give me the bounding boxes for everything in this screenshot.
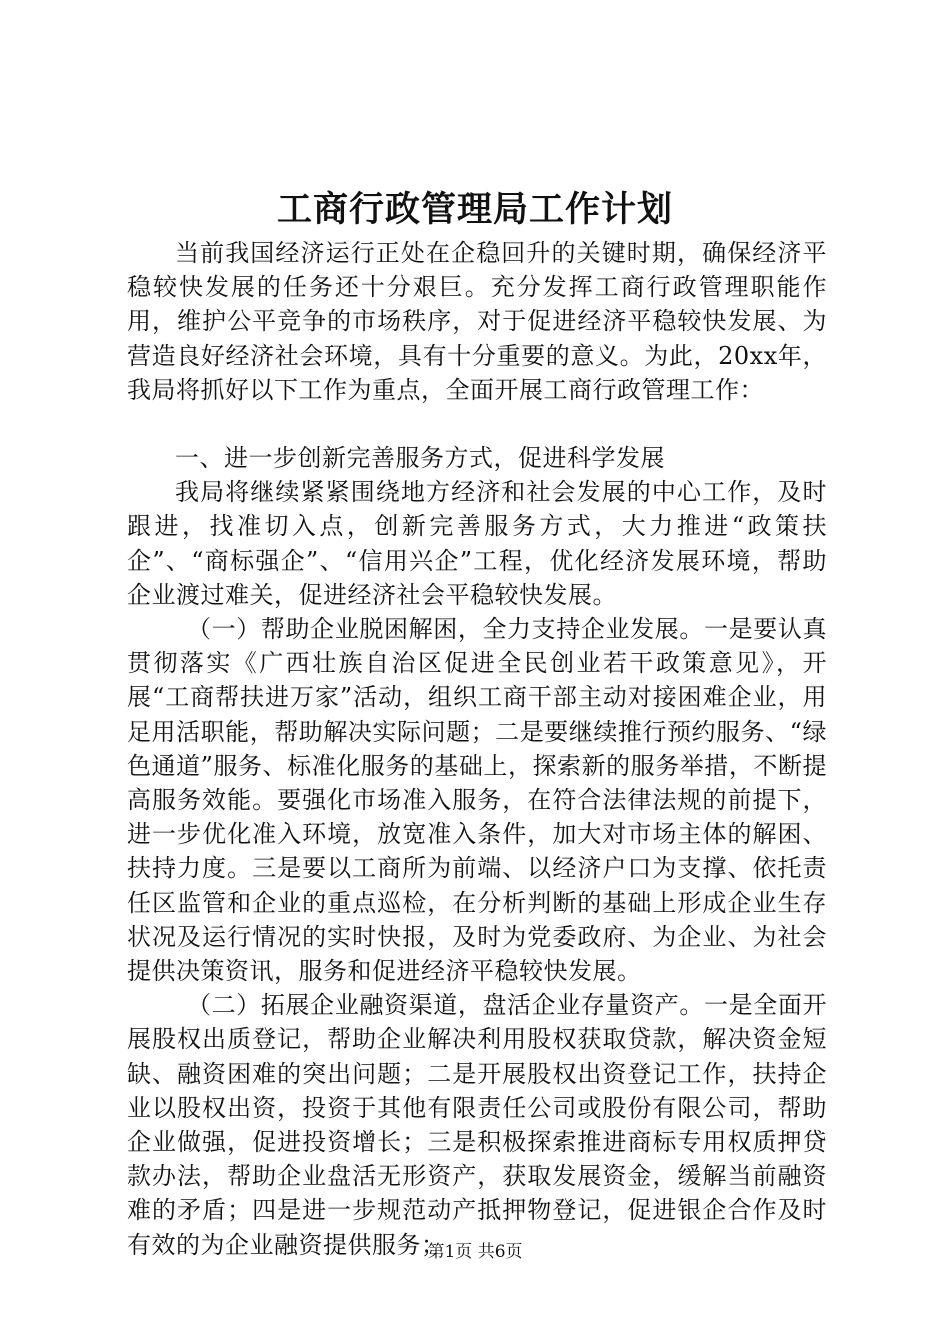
subsection-paragraph-2: （二）拓展企业融资渠道，盘活企业存量资产。一是全面开展股权出质登记，帮助企业解决利用股权获取贷款，解决资金短缺、融资困难的突出问题；二是开展股权出资登记工作，扶持企业以股权出资，投资于其他有限责任公司或股份有限公司，帮助企业做强，促进投资增长；三是积极探索推进商标专用权质押贷款办法，帮助企业盘活无形资产，获取发展资金，缓解当前融资难的矛盾；四是进一步规范动产抵押物登记，促进银企合作及时有效的为企业融资提供服务；	[127, 991, 827, 1259]
page-footer: 第1页 共6页	[427, 1242, 523, 1262]
intro-paragraph: 当前我国经济运行正处在企稳回升的关键时期，确保经济平稳较快发展的任务还十分艰巨。充分发挥工商行政管理职能作用，维护公平竞争的市场秩序，对于促进经济平稳较快发展、为营造良好经济社会环境，具有十分重要的意义。为此，20xx年，我局将抓好以下工作为重点，全面开展工商行政管理工作：	[127, 239, 827, 404]
section-paragraph: 我局将继续紧紧围绕地方经济和社会发展的中心工作，及时跟进，找准切入点，创新完善服务方式，大力推进“政策扶企”、“商标强企”、“信用兴企”工程，优化经济发展环境，帮助企业渡过难关，促进经济社会平稳较快发展。	[127, 478, 827, 609]
document-title: 工商行政管理局工作计划	[276, 189, 673, 230]
section-heading: 一、进一步创新完善服务方式，促进科学发展	[175, 444, 665, 473]
document-body	[127, 236, 827, 1262]
subsection-paragraph-1: （一）帮助企业脱困解困，全力支持企业发展。一是要认真贯彻落实《广西壮族自治区促进全民创业若干政策意见》，开展“工商帮扶进万家”活动，组织工商干部主动对接困难企业，用足用活职能，帮助解决实际问题；二是要继续推行预约服务、“绿色通道”服务、标准化服务的基础上，探索新的服务举措，不断提高服务效能。要强化市场准入服务，在符合法律法规的前提下，进一步优化准入环境，放宽准入条件，加大对市场主体的解困、扶持力度。三是要以工商所为前端、以经济户口为支撑、依托责任区监管和企业的重点巡检，在分析判断的基础上形成企业生存状况及运行情况的实时快报，及时为党委政府、为企业、为社会提供决策资讯，服务和促进经济平稳较快发展。	[127, 615, 827, 986]
